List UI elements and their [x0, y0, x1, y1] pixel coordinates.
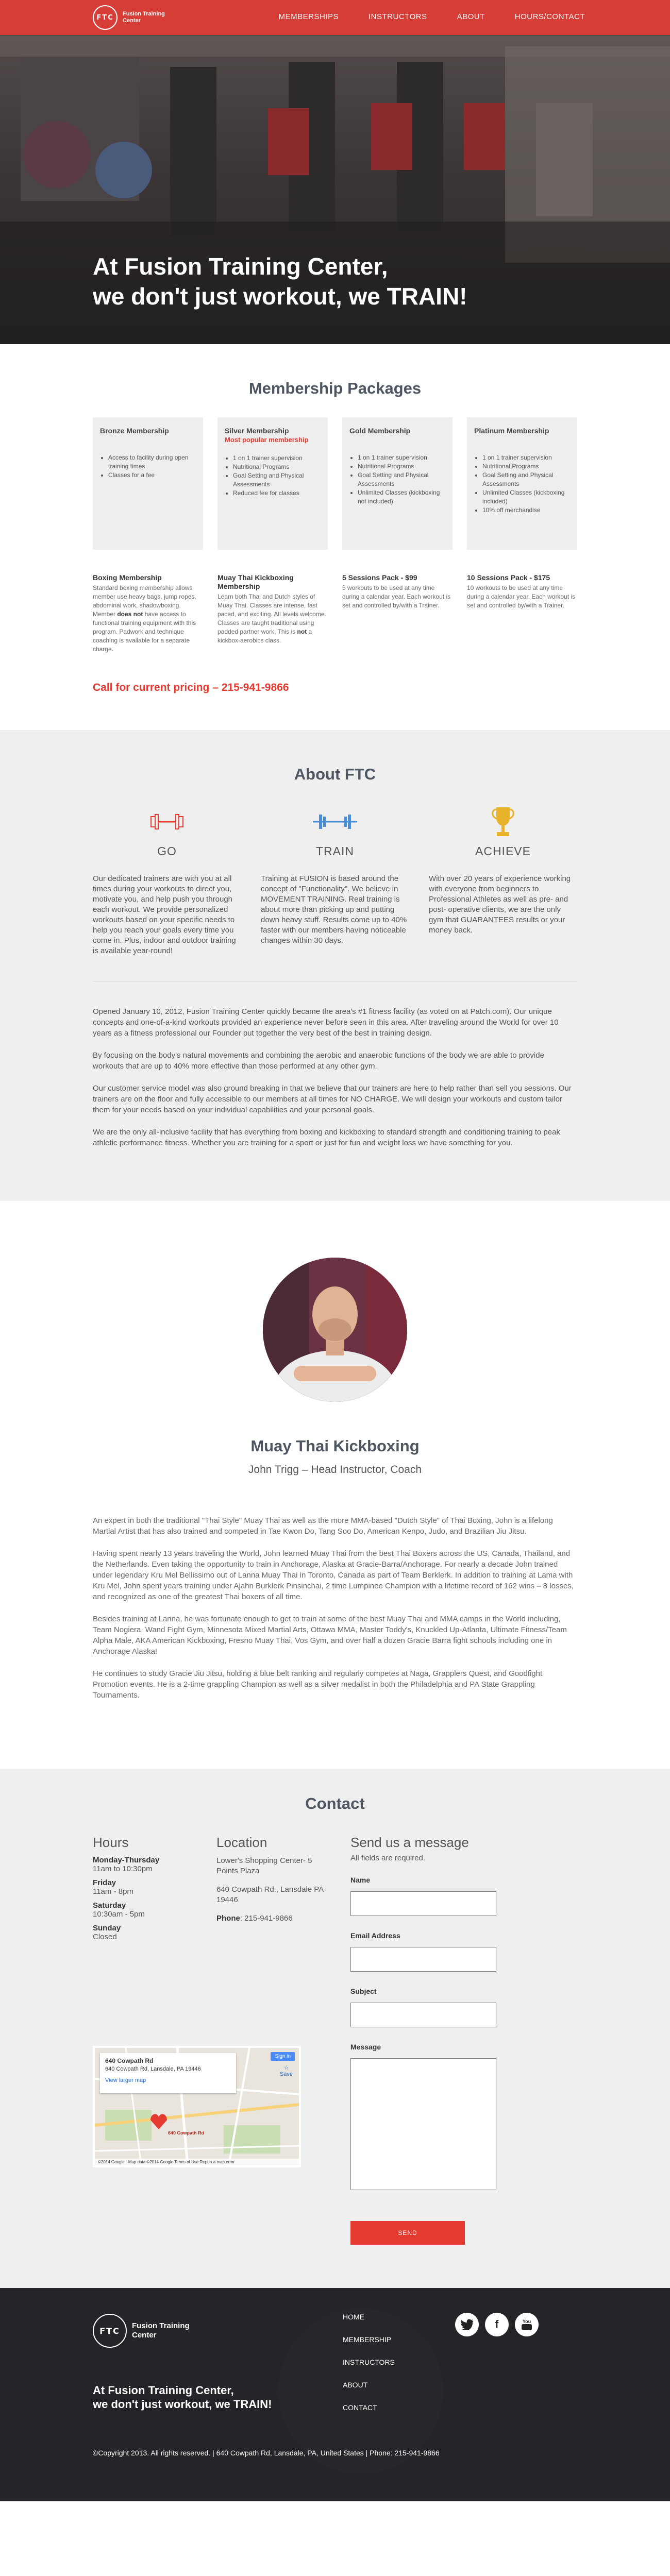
pillar-title: TRAIN [316, 844, 354, 858]
map-save-button[interactable]: ☆ Save [279, 2065, 293, 2077]
logo-text: Fusion Training Center [132, 2321, 190, 2340]
message-label: Message [350, 2043, 381, 2051]
instructor-discipline: Muay Thai Kickboxing [250, 1437, 420, 1455]
top-nav [0, 0, 670, 35]
card-feature: • Nutritional Programs [358, 462, 445, 471]
card-feature: • 1 on 1 trainer supervision [358, 453, 445, 462]
about-title: About FTC [294, 765, 376, 783]
membership-card-silver [217, 417, 328, 550]
pillar-title: GO [157, 844, 177, 858]
contact-grid [93, 1835, 577, 2242]
footer-links [343, 2313, 395, 2426]
desc-10-sessions [467, 573, 577, 654]
logo-text: Fusion Training Center [123, 11, 165, 24]
map-place-address: 640 Cowpath Rd, Lansdale, PA 19446 [105, 2066, 201, 2072]
form-title: Send us a message [350, 1835, 469, 1850]
site-logo[interactable] [93, 5, 169, 30]
send-button[interactable]: SEND [350, 2221, 465, 2245]
social-links [455, 2313, 545, 2336]
card-feature: • Access to facility during open training times [108, 453, 196, 471]
membership-card-bronze [93, 417, 203, 550]
pillar-text: With over 20 years of experience working with everyone from beginners to Professional Athletes as well as pre- and post- operative clients, we are the only gym that GUARANTEES results or your money back. [429, 874, 571, 935]
dumbbell-icon [149, 811, 185, 832]
desc-boxing [93, 573, 203, 654]
about-section [0, 730, 670, 1201]
footer-tagline: At Fusion Training Center, we don't just workout, we TRAIN! [93, 2384, 272, 2411]
desc-text: 5 workouts to be used at any time during a calendar year. Each workout is set and controlled by/with a Trainer. [342, 584, 451, 609]
call-for-pricing[interactable]: Call for current pricing – 215-941-9866 [93, 682, 289, 693]
instructors-section [0, 1201, 670, 1769]
about-paragraph: Opened January 10, 2012, Fusion Training Center quickly became the area's #1 fitness facility (as voted on at Patch.com). Our unique concepts and one-of-a-kind workouts provided an experience never before seen in this area. After traveling around the World for over 10 years as a fitness professional our Founder put together the very best of the best in training design. [93, 1007, 559, 1038]
hero [0, 0, 670, 344]
map-sign-in-button[interactable]: Sign in [271, 2052, 295, 2061]
instructor-name: John Trigg – Head Instructor, Coach [248, 1464, 422, 1476]
bio-paragraph: Having spent nearly 13 years traveling the World, John learned Muay Thai from the best Thai Boxers across the US, Canada, Thailand, and the Netherlands. Even taking the opportunity to train in Anchorage, Alaska at Gracie-Barra/Anchorage. For nearly a decade John trained under legendary Kru Mel Bellissimo out of Lanna Muay Thai in Toronto, Canada as part of Team Berklerk. In addition to training at Lama with Kru Mel, John spent years training under Ajahn Burklerk Pinsinchai, 2 time Lumpinee Champion with a lifetime record of 162 wins – 8 losses, and recognized as one of the greatest Thai boxers of all time. [93, 1549, 574, 1601]
message-form [350, 1835, 577, 2245]
hours-time: 11am - 8pm [93, 1887, 133, 1896]
hero-line-1: At Fusion Training Center, [93, 253, 388, 280]
membership-descriptions [93, 573, 577, 654]
nav-links [249, 12, 585, 21]
membership-cards [93, 417, 577, 550]
subject-label: Subject [350, 1987, 377, 1995]
hours-day: Monday-Thursday [93, 1856, 160, 1865]
card-title: Gold Membership [349, 427, 411, 435]
location-map[interactable] [93, 2046, 301, 2167]
hours-title: Hours [93, 1835, 129, 1850]
memberships-section [0, 344, 670, 730]
pillar-text: Our dedicated trainers are with you at all times during your workouts to direct you, motivate you, and help push you through each workout. We provide personalized workouts based on your specific needs to help you reach your goals every time you come in. Plus, indoor and outdoor training is available year-round! [93, 874, 236, 955]
hours-block [93, 1835, 211, 1941]
location-address: 640 Cowpath Rd., Lansdale PA 19446 [216, 1885, 324, 1904]
card-features [100, 453, 196, 480]
desc-text: Standard boxing membership allows member use heavy bags, jump ropes, abdominal work, shadowboxing. Member does not have access to functional training equipment with this program. Padwork and technique coaching is available for a separate charge. [93, 584, 196, 653]
site-footer [0, 2288, 670, 2501]
desc-title: Boxing Membership [93, 573, 162, 582]
email-label: Email Address [350, 1931, 400, 1940]
desc-text: 10 workouts to be used at any time during a calendar year. Each workout is set and controlled by/with a Trainer. [467, 584, 576, 609]
name-field[interactable] [350, 1891, 496, 1916]
message-field[interactable] [350, 2058, 496, 2190]
nav-memberships[interactable]: MEMBERSHIPS [278, 12, 339, 21]
popular-badge: Most popular membership [225, 436, 309, 444]
about-paragraph: We are the only all-inclusive facility that has everything from boxing and kickboxing to standard strength and conditioning training to peak athletic performance fitness. Whether you are training for a sport or just for fun and weight loss we have something for you. [93, 1128, 560, 1147]
card-feature: • Nutritional Programs [482, 462, 570, 471]
desc-muay-thai [217, 573, 328, 654]
card-feature: • 1 on 1 trainer supervision [233, 454, 321, 463]
desc-title: Muay Thai Kickboxing Membership [217, 573, 294, 590]
nav-instructors[interactable]: INSTRUCTORS [368, 12, 427, 21]
footer-link-membership[interactable]: MEMBERSHIP [343, 2335, 392, 2344]
footer-logo[interactable] [93, 2314, 194, 2348]
bio-paragraph: An expert in both the traditional "Thai Style" Muay Thai as well as the more MMA-based "Dutch Style" of Thai Boxing, John is a lifelong Martial Artist that has also trained and competed in Tae Kwon Do, Tang Soo Do, American Kenpo, Judo, and Brazilian Jiu Jitsu. [93, 1516, 553, 1536]
location-title: Location [216, 1835, 267, 1850]
bio-paragraph: He continues to study Gracie Jiu Jitsu, holding a blue belt ranking and regularly competes at Naga, Grapplers Quest, and Goodfight Promotion events. He is a 2-time grappling Champion as well as a silver medalist in both the Philadelphia and PA State Grappling Tournaments. [93, 1669, 543, 1700]
desc-title: 10 Sessions Pack - $175 [467, 573, 550, 582]
about-pillars [93, 803, 577, 956]
memberships-title: Membership Packages [248, 379, 422, 397]
footer-link-instructors[interactable]: INSTRUCTORS [343, 2358, 395, 2366]
pillar-title: ACHIEVE [475, 844, 531, 858]
card-features [474, 453, 570, 515]
hours-day: Saturday [93, 1901, 126, 1910]
map-pin-label: 640 Cowpath Rd [168, 2130, 205, 2136]
card-feature: • Goal Setting and Physical Assessments [233, 471, 321, 489]
footer-link-about[interactable]: ABOUT [343, 2381, 368, 2389]
hours-time: 11am to 10:30pm [93, 1865, 153, 1873]
desc-title: 5 Sessions Pack - $99 [342, 573, 417, 582]
required-note: All fields are required. [350, 1854, 426, 1862]
card-title: Silver Membership [225, 427, 289, 435]
location-name: Lower's Shopping Center- 5 Points Plaza [216, 1856, 312, 1875]
logo-mark: FTC [93, 5, 118, 30]
about-paragraph: By focusing on the body's natural movements and combining the aerobic and anaerobic functions of the body we are able to provide workouts that are up to 40% more effective than those performed at any other gym. [93, 1051, 544, 1071]
hours-day: Sunday [93, 1924, 121, 1933]
membership-card-platinum [467, 417, 577, 550]
logo-mark: FTC [93, 2314, 127, 2348]
card-feature: • Reduced fee for classes [233, 489, 321, 498]
footer-link-home[interactable]: HOME [343, 2313, 364, 2321]
card-features [349, 453, 445, 506]
card-feature: • Classes for a fee [108, 471, 196, 480]
about-body [93, 1006, 577, 1148]
card-feature: • Goal Setting and Physical Assessments [358, 471, 445, 488]
card-feature: • Goal Setting and Physical Assessments [482, 471, 570, 488]
star-icon: ☆ [283, 2065, 289, 2071]
contact-section [0, 1769, 670, 2288]
desc-5-sessions [342, 573, 453, 654]
subject-field[interactable] [350, 2003, 496, 2027]
card-feature: • Nutritional Programs [233, 463, 321, 471]
pillar-achieve [429, 803, 577, 956]
map-place: 640 Cowpath Rd [105, 2057, 154, 2064]
membership-card-gold [342, 417, 453, 550]
youtube-icon[interactable] [515, 2313, 539, 2336]
map-footer: ©2014 Google · Map data ©2014 Google Terms of Use Report a map error [95, 2159, 299, 2165]
bio-paragraph: Besides training at Lanna, he was fortunate enough to get to train at some of the best Muay Thai and MMA camps in the World including, Team Nogiera, Wand Fight Gym, Minnesota Mixed Martial Arts, Ottawa MMA, Master Toddy's, Knuckled Up-Atlanta, Ultimate Fitness/Team Alpha Male, AKA American Kickboxing, Fresno Muay Thai, Vos Gym, and over half a dozen Gracie Barra fight schools including one in Anchorage Alaska! [93, 1615, 567, 1656]
hero-line-2: we don't just workout, we TRAIN! [93, 283, 467, 310]
contact-title: Contact [305, 1794, 365, 1812]
card-title: Platinum Membership [474, 427, 549, 435]
card-title: Bronze Membership [100, 427, 169, 435]
pillar-text: Training at FUSION is based around the concept of "Functionality". We believe in MOVEMENT TRAINING. Real training is about more than picking up and putting down heavy stuff. Results come up to 40% faster with our members having noticeable changes within 30 days. [261, 874, 407, 945]
copyright: ©Copyright 2013. All rights reserved. | 640 Cowpath Rd, Lansdale, PA, United States | Phone: 215-941-9866 [93, 2449, 440, 2457]
footer-link-contact[interactable]: CONTACT [343, 2403, 377, 2412]
instructor-photo [263, 1258, 407, 1402]
card-feature: • 10% off merchandise [482, 506, 570, 515]
desc-text: Learn both Thai and Dutch styles of Muay Thai. Classes are intense, fast paced, and exciting. All levels welcome. Classes are taught traditional using padded partner work. This is not a kickbox-aerobics class. [217, 593, 326, 644]
about-paragraph: Our customer service model was also ground breaking in that we believe that our trainers are here to help rather than sell you sessions. Our trainers are on the floor and fully accessible to our members at all times for NO CHARGE. We will design your workouts and custom tailor them for your needs based on your individual capabilities and your personal goals. [93, 1084, 572, 1114]
email-field[interactable] [350, 1947, 496, 1972]
hours-time: Closed [93, 1933, 117, 1941]
location-block [216, 1835, 335, 1932]
instructor-portrait [263, 1258, 407, 1402]
pillar-train [261, 803, 409, 956]
map-info-card [100, 2053, 236, 2093]
card-feature: • 1 on 1 trainer supervision [482, 453, 570, 462]
hours-time: 10:30am - 5pm [93, 1910, 145, 1919]
nav-about[interactable]: ABOUT [457, 12, 485, 21]
card-feature: • Unlimited Classes (kickboxing not included) [358, 488, 445, 506]
map-larger-link[interactable]: View larger map [105, 2077, 146, 2083]
card-features [225, 454, 321, 498]
instructor-bio [93, 1515, 577, 1701]
hero-title [93, 251, 467, 311]
hours-day: Friday [93, 1878, 116, 1887]
svg-text:You: You [522, 2319, 531, 2324]
trophy-icon [489, 804, 517, 839]
card-feature: • Unlimited Classes (kickboxing included) [482, 488, 570, 506]
pillar-go [93, 803, 241, 956]
location-phone: Phone: 215-941-9866 [216, 1914, 293, 1923]
nav-hours-contact[interactable]: HOURS/CONTACT [514, 12, 585, 21]
barbell-icon [312, 811, 358, 832]
name-label: Name [350, 1876, 371, 1884]
facebook-icon[interactable]: f [485, 2313, 509, 2336]
twitter-icon[interactable] [455, 2313, 479, 2336]
